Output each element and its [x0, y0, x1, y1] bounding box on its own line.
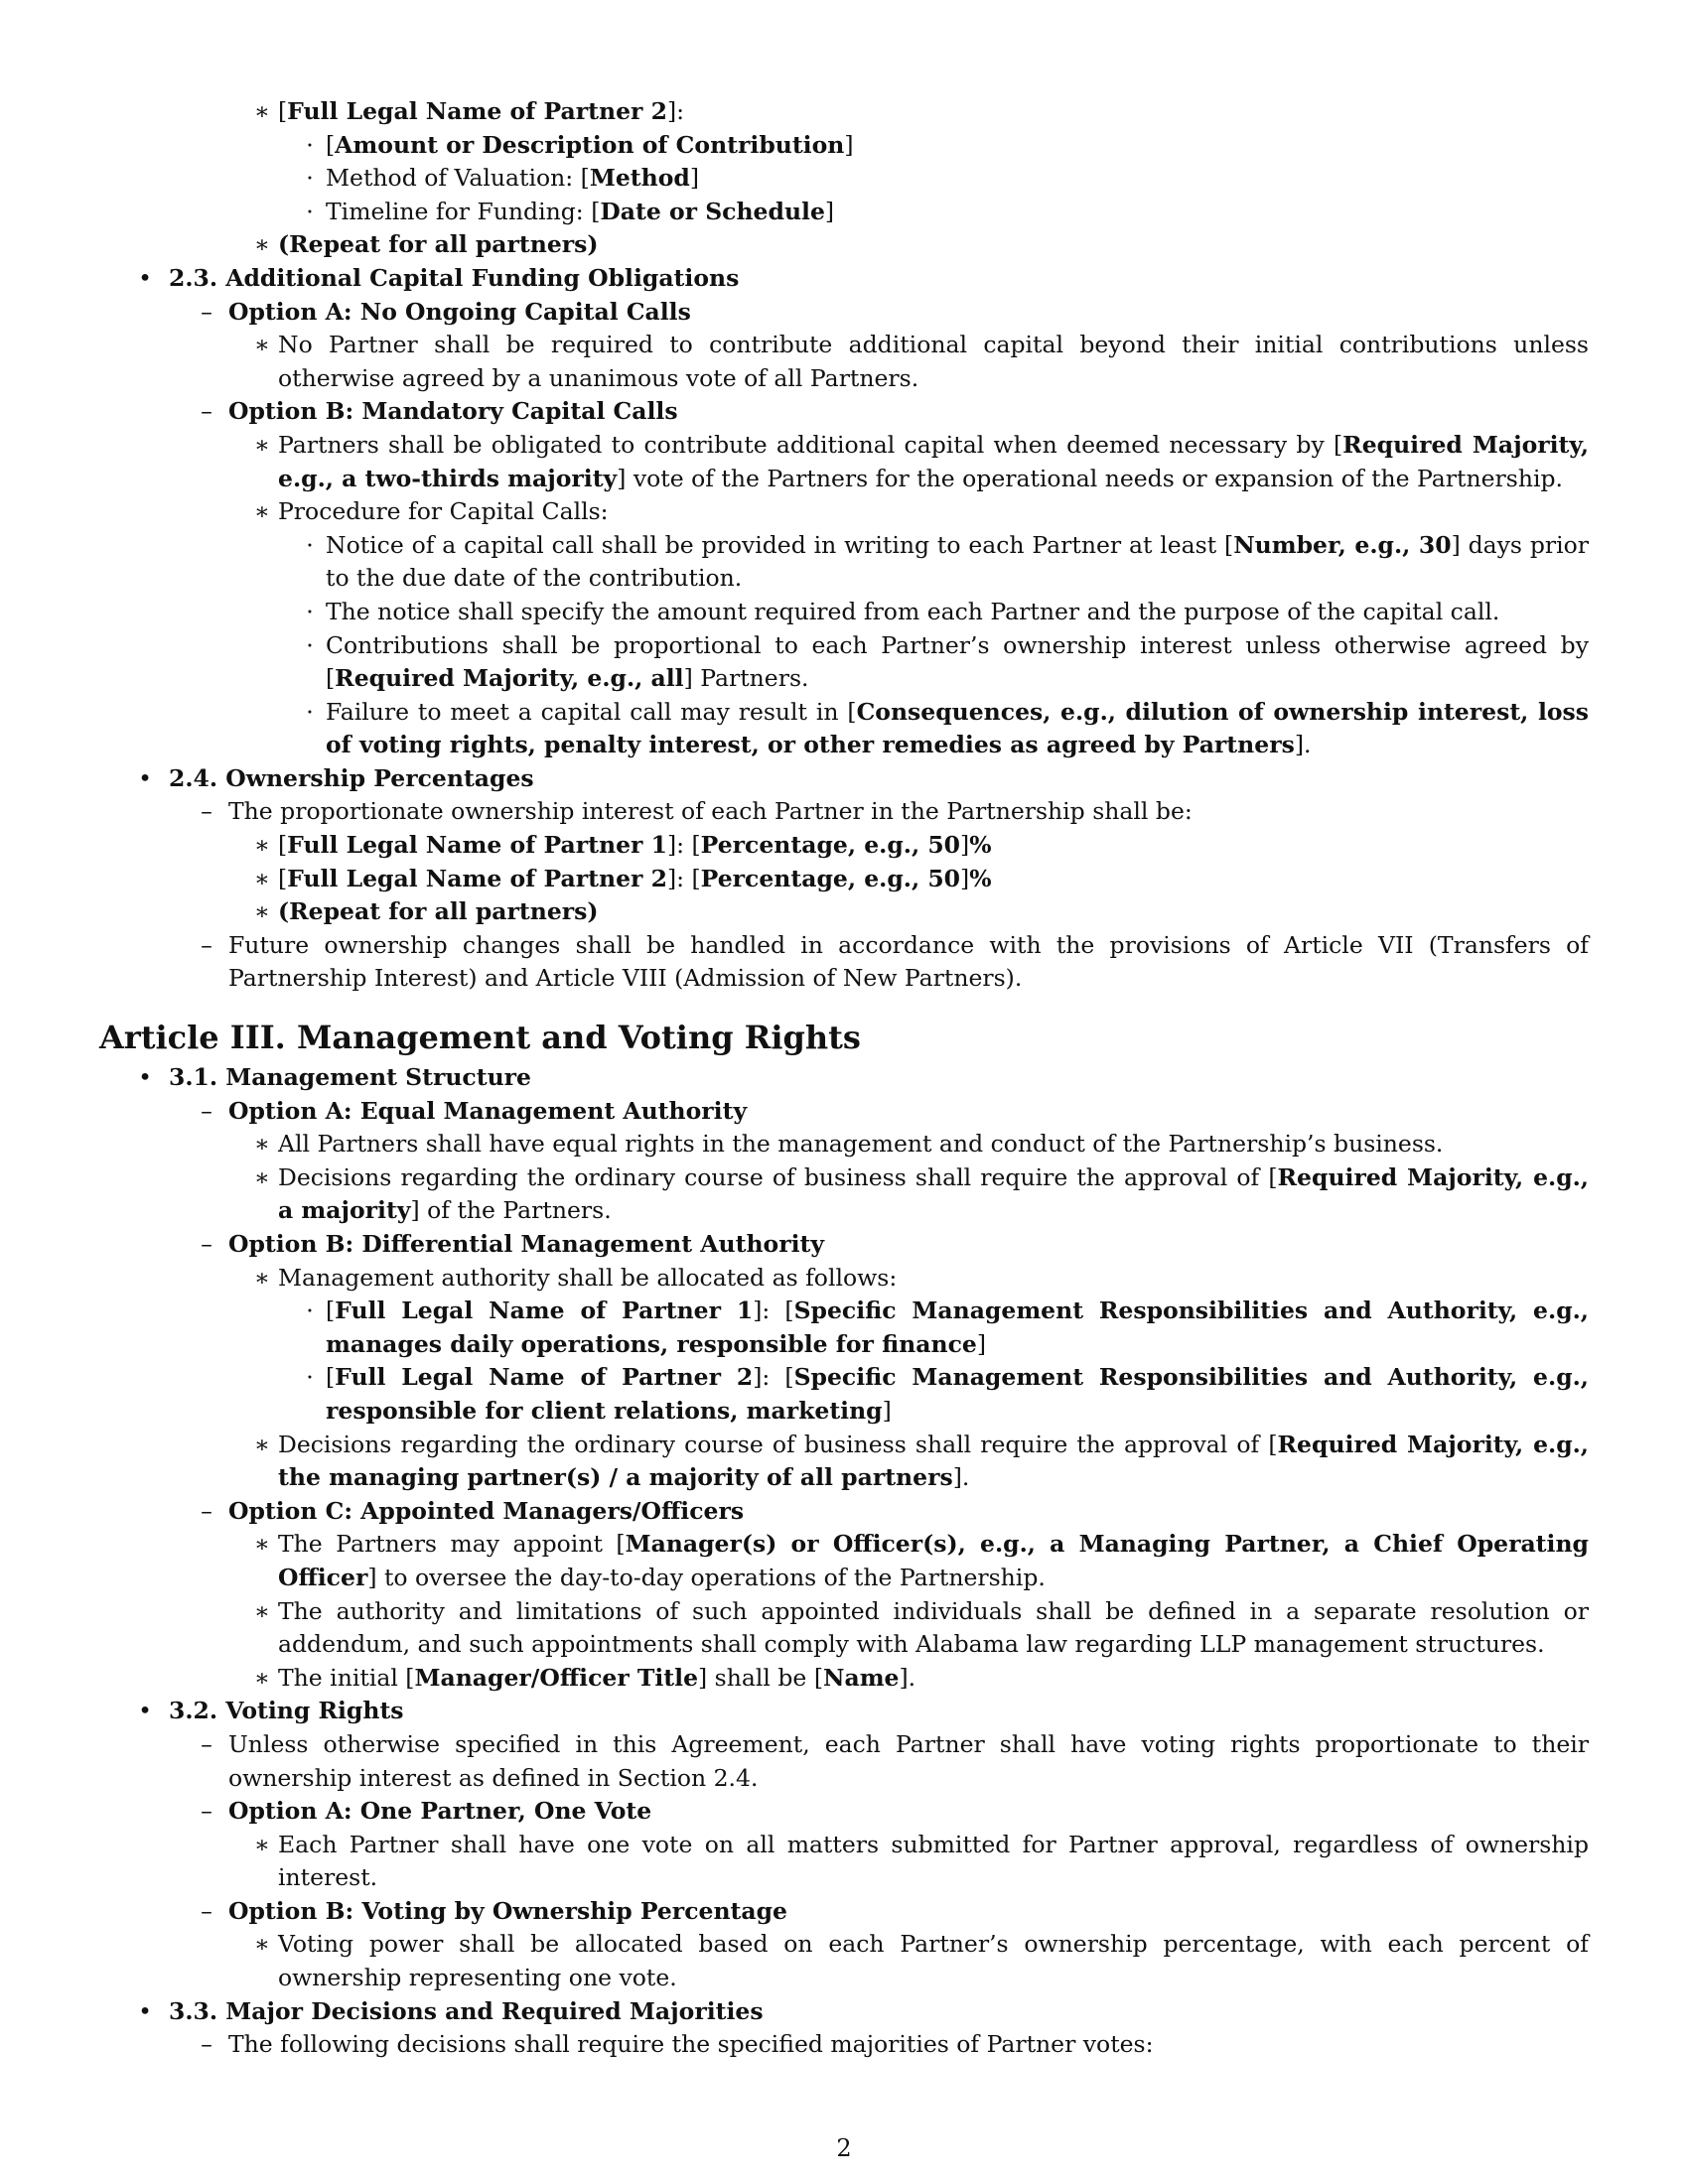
article-heading: Article III. Management and Voting Rights	[99, 1019, 861, 1057]
bullet-marker: •	[138, 763, 152, 792]
dot-marker: ·	[306, 130, 314, 159]
partner2-contribution-item: ∗ [Full Legal Name of Partner 2]:	[99, 95, 1589, 129]
dash-marker: –	[201, 1797, 212, 1826]
paragraph: ∗ Each Partner shall have one vote on all matters submitted for Partner approval, regardless of ownership interest.	[99, 1829, 1589, 1895]
bullet-marker: •	[138, 263, 152, 292]
dash-marker: –	[201, 797, 212, 826]
dash-marker: –	[201, 1096, 212, 1125]
paragraph: ∗ Procedure for Capital Calls:	[99, 495, 1589, 529]
paragraph: – Future ownership changes shall be handled in accordance with the provisions of Article VII (Transfers of Partnership Interest) and Article VIII (Admission of New Partners).	[99, 929, 1589, 996]
paragraph: · Failure to meet a capital call may result in [Consequences, e.g., dilution of ownership interest, loss of voting rights, penalty interest, or other remedies as agreed by Partners].	[99, 696, 1589, 762]
star-marker: ∗	[254, 1830, 270, 1858]
star-marker: ∗	[254, 497, 270, 526]
management-item: · [Full Legal Name of Partner 2]: [Specific Management Responsibilities and Authority, e.g., responsible for client relations, marketing]	[99, 1361, 1589, 1428]
paragraph: – The following decisions shall require the specified majorities of Partner votes:	[99, 2028, 1589, 2062]
bullet-marker: •	[138, 1697, 152, 1725]
star-marker: ∗	[254, 1596, 270, 1625]
paragraph: ∗ Partners shall be obligated to contribute additional capital when deemed necessary by [Required Majority, e.g., a two-thirds majority] vote of the Partners for the operational needs or expansion of the Partnership.	[99, 429, 1589, 495]
paragraph: – Unless otherwise specified in this Agreement, each Partner shall have voting rights proportionate to their ownership interest as defined in Section 2.4.	[99, 1728, 1589, 1795]
dash-marker: –	[201, 1896, 212, 1925]
dash-marker: –	[201, 1496, 212, 1525]
dash-marker: –	[201, 2030, 212, 2059]
ownership-item: ∗ [Full Legal Name of Partner 1]: [Percentage, e.g., 50]%	[99, 829, 1589, 863]
contribution-amount-item: · [Amount or Description of Contribution]	[99, 129, 1589, 163]
paragraph: · Contributions shall be proportional to each Partner’s ownership interest unless otherwise agreed by [Required Majority, e.g., all] Partners.	[99, 629, 1589, 696]
dash-marker: –	[201, 397, 212, 426]
paragraph: ∗ The Partners may appoint [Manager(s) or Officer(s), e.g., a Managing Partner, a Chief Operating Officer] to oversee the day-to-day operations of the Partnership.	[99, 1528, 1589, 1594]
star-marker: ∗	[254, 230, 270, 259]
star-marker: ∗	[254, 1530, 270, 1559]
star-marker: ∗	[254, 1162, 270, 1191]
dot-marker: ·	[306, 630, 314, 659]
document-body	[99, 95, 1589, 2062]
dash-marker: –	[201, 1230, 212, 1258]
dot-marker: ·	[306, 530, 314, 559]
dash-marker: –	[201, 297, 212, 326]
star-marker: ∗	[254, 1263, 270, 1292]
option-title: – Option C: Appointed Managers/Officers	[99, 1495, 1589, 1529]
option-title: – Option A: No Ongoing Capital Calls	[99, 296, 1589, 330]
dot-marker: ·	[306, 597, 314, 625]
paragraph: ∗ Decisions regarding the ordinary course of business shall require the approval of [Required Majority, e.g., a majority] of the Partners.	[99, 1161, 1589, 1228]
valuation-method-item: · Method of Valuation: [Method]	[99, 162, 1589, 196]
dot-marker: ·	[306, 164, 314, 193]
dot-marker: ·	[306, 1297, 314, 1325]
section-heading-3-2: • 3.2. Voting Rights	[99, 1695, 1589, 1728]
paragraph: ∗ All Partners shall have equal rights in the management and conduct of the Partnership’s business.	[99, 1128, 1589, 1161]
paragraph: – The proportionate ownership interest of each Partner in the Partnership shall be:	[99, 795, 1589, 829]
bullet-marker: •	[138, 1996, 152, 2025]
section-heading-3-3: • 3.3. Major Decisions and Required Majorities	[99, 1995, 1589, 2029]
option-title: – Option B: Mandatory Capital Calls	[99, 395, 1589, 429]
repeat-note: ∗ (Repeat for all partners)	[99, 228, 1589, 262]
star-marker: ∗	[254, 331, 270, 359]
section-heading-2-4: • 2.4. Ownership Percentages	[99, 762, 1589, 796]
star-marker: ∗	[254, 1130, 270, 1159]
paragraph: ∗ The initial [Manager/Officer Title] shall be [Name].	[99, 1662, 1589, 1696]
bullet-marker: •	[138, 1063, 152, 1092]
section-heading-2-3: • 2.3. Additional Capital Funding Obligations	[99, 262, 1589, 296]
management-item: · [Full Legal Name of Partner 1]: [Specific Management Responsibilities and Authority, e.g., manages daily operations, responsible for finance]	[99, 1295, 1589, 1361]
paragraph: ∗ No Partner shall be required to contribute additional capital beyond their initial contributions unless otherwise agreed by a unanimous vote of all Partners.	[99, 329, 1589, 395]
star-marker: ∗	[254, 864, 270, 892]
option-title: – Option A: Equal Management Authority	[99, 1095, 1589, 1129]
star-marker: ∗	[254, 831, 270, 860]
ownership-item: ∗ [Full Legal Name of Partner 2]: [Percentage, e.g., 50]%	[99, 863, 1589, 896]
paragraph: ∗ Voting power shall be allocated based on each Partner’s ownership percentage, with each percent of ownership representing one vote.	[99, 1928, 1589, 1994]
star-marker: ∗	[254, 430, 270, 459]
paragraph: ∗ Management authority shall be allocated as follows:	[99, 1262, 1589, 1296]
star-marker: ∗	[254, 1663, 270, 1692]
funding-timeline-item: · Timeline for Funding: [Date or Schedule]	[99, 196, 1589, 229]
section-heading-3-1: • 3.1. Management Structure	[99, 1061, 1589, 1095]
dash-marker: –	[201, 1729, 212, 1758]
paragraph: ∗ Decisions regarding the ordinary course of business shall require the approval of [Required Majority, e.g., the managing partner(s) / a majority of all partners].	[99, 1429, 1589, 1495]
dash-marker: –	[201, 930, 212, 959]
dot-marker: ·	[306, 197, 314, 225]
paragraph: ∗ The authority and limitations of such appointed individuals shall be defined in a separate resolution or addendum, and such appointments shall comply with Alabama law regarding LLP management structures.	[99, 1595, 1589, 1662]
paragraph: · The notice shall specify the amount required from each Partner and the purpose of the capital call.	[99, 596, 1589, 629]
page-number: 2	[836, 2134, 852, 2162]
option-title: – Option A: One Partner, One Vote	[99, 1795, 1589, 1829]
star-marker: ∗	[254, 97, 270, 125]
star-marker: ∗	[254, 1930, 270, 1959]
star-marker: ∗	[254, 897, 270, 926]
star-marker: ∗	[254, 1430, 270, 1458]
option-title: – Option B: Differential Management Authority	[99, 1228, 1589, 1262]
repeat-note: ∗ (Repeat for all partners)	[99, 895, 1589, 929]
dot-marker: ·	[306, 1363, 314, 1392]
paragraph: · Notice of a capital call shall be provided in writing to each Partner at least [Number, e.g., 30] days prior to the due date of the contribution.	[99, 529, 1589, 596]
dot-marker: ·	[306, 697, 314, 726]
option-title: – Option B: Voting by Ownership Percentage	[99, 1895, 1589, 1929]
